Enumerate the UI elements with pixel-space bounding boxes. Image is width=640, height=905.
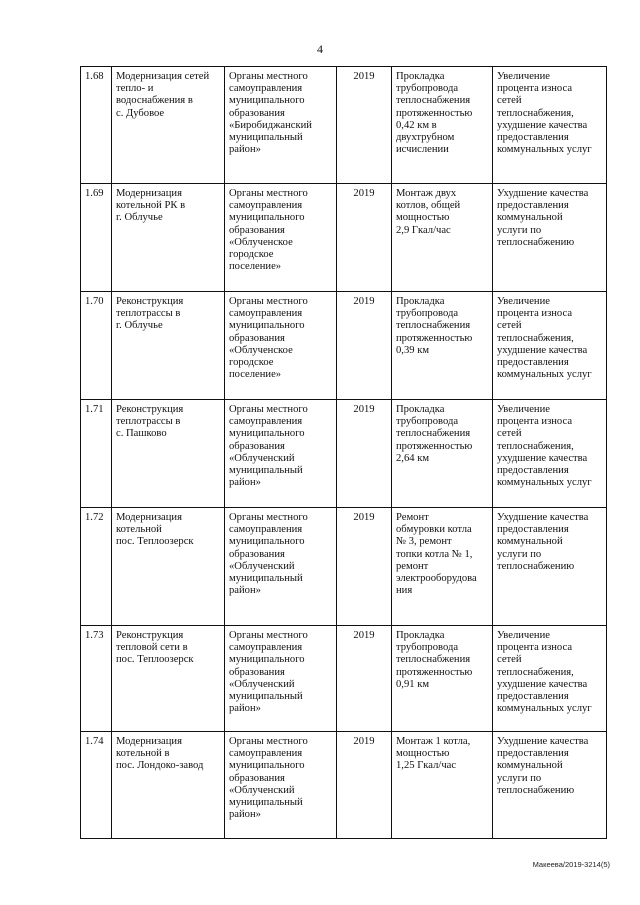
works-description-cell	[392, 508, 493, 626]
works-description: Прокладка трубопровода теплоснабжения протяженностью 2,64 км	[396, 404, 473, 464]
works-description: Монтаж 1 котла, мощностью 1,25 Гкал/час	[396, 736, 471, 772]
measure-name: Модернизация котельной в пос. Лондоко-завод	[116, 736, 204, 772]
responsible-organization: Органы местного самоуправления муниципального образования «Биробиджанский муниципальный район»	[229, 71, 312, 156]
responsible-organization-cell	[225, 67, 337, 184]
works-description-cell	[392, 67, 493, 184]
implementation-year: 2019	[353, 404, 375, 415]
measure-name-cell	[112, 400, 225, 508]
justification-cell	[493, 732, 607, 839]
row-number: 1.71	[85, 404, 104, 415]
implementation-year-cell	[337, 292, 392, 400]
works-description-cell	[392, 292, 493, 400]
measure-name: Реконструкция тепловой сети в пос. Теплоозерск	[116, 630, 194, 666]
measure-name: Модернизация котельной пос. Теплоозерск	[116, 512, 194, 548]
works-description: Ремонт обмуровки котла № 3, ремонт топки котла № 1, ремонт электрооборудова ния	[396, 512, 477, 597]
document-code: Макеева/2019-3214(5)	[532, 860, 610, 869]
measure-name-cell	[112, 184, 225, 292]
works-description: Прокладка трубопровода теплоснабжения протяженностью 0,39 км	[396, 296, 473, 356]
justification: Ухудшение качества предоставления коммунальной услуги по теплоснабжению	[497, 512, 589, 572]
row-number-cell	[81, 626, 112, 732]
implementation-year-cell	[337, 732, 392, 839]
justification-cell	[493, 292, 607, 400]
responsible-organization: Органы местного самоуправления муниципального образования «Облученский муниципальный район»	[229, 512, 308, 597]
works-description-cell	[392, 184, 493, 292]
measures-table	[80, 66, 607, 839]
table-row	[81, 292, 607, 400]
implementation-year-cell	[337, 184, 392, 292]
implementation-year: 2019	[353, 188, 375, 199]
row-number: 1.74	[85, 736, 104, 747]
row-number-cell	[81, 184, 112, 292]
works-description: Прокладка трубопровода теплоснабжения протяженностью 0,42 км в двухтрубном исчислении	[396, 71, 473, 156]
row-number: 1.70	[85, 296, 104, 307]
measure-name: Модернизация сетей тепло- и водоснабжения в с. Дубовое	[116, 71, 210, 119]
works-description: Монтаж двух котлов, общей мощностью 2,9 Гкал/час	[396, 188, 461, 236]
works-description-cell	[392, 626, 493, 732]
justification: Ухудшение качества предоставления коммунальной услуги по теплоснабжению	[497, 736, 589, 796]
justification-cell	[493, 626, 607, 732]
justification: Увеличение процента износа сетей теплоснабжения, ухудшение качества предоставления коммунальных услуг	[497, 630, 592, 715]
responsible-organization-cell	[225, 732, 337, 839]
row-number: 1.69	[85, 188, 104, 199]
row-number: 1.72	[85, 512, 104, 523]
works-description: Прокладка трубопровода теплоснабжения протяженностью 0,91 км	[396, 630, 473, 690]
table-row	[81, 184, 607, 292]
responsible-organization: Органы местного самоуправления муниципального образования «Облученский муниципальный район»	[229, 736, 308, 821]
row-number-cell	[81, 292, 112, 400]
measure-name: Реконструкция теплотрассы в с. Пашково	[116, 404, 184, 440]
measure-name-cell	[112, 626, 225, 732]
responsible-organization-cell	[225, 292, 337, 400]
page-number: 4	[317, 42, 323, 56]
row-number-cell	[81, 732, 112, 839]
works-description-cell	[392, 400, 493, 508]
table-row	[81, 508, 607, 626]
implementation-year-cell	[337, 67, 392, 184]
implementation-year: 2019	[353, 630, 375, 641]
justification-cell	[493, 184, 607, 292]
row-number-cell	[81, 67, 112, 184]
measure-name-cell	[112, 67, 225, 184]
measure-name: Модернизация котельной РК в г. Облучье	[116, 188, 186, 224]
justification: Увеличение процента износа сетей теплоснабжения, ухудшение качества предоставления коммунальных услуг	[497, 404, 592, 489]
responsible-organization: Органы местного самоуправления муниципального образования «Облученское городское поселение»	[229, 188, 308, 273]
implementation-year-cell	[337, 508, 392, 626]
responsible-organization-cell	[225, 508, 337, 626]
row-number: 1.68	[85, 71, 104, 82]
measure-name-cell	[112, 508, 225, 626]
justification-cell	[493, 508, 607, 626]
row-number: 1.73	[85, 630, 104, 641]
table-row	[81, 626, 607, 732]
responsible-organization-cell	[225, 626, 337, 732]
measure-name-cell	[112, 732, 225, 839]
row-number-cell	[81, 508, 112, 626]
justification: Увеличение процента износа сетей теплоснабжения, ухудшение качества предоставления коммунальных услуг	[497, 71, 592, 156]
justification-cell	[493, 400, 607, 508]
implementation-year: 2019	[353, 296, 375, 307]
row-number-cell	[81, 400, 112, 508]
table-row	[81, 400, 607, 508]
implementation-year: 2019	[353, 512, 375, 523]
table-row	[81, 732, 607, 839]
implementation-year: 2019	[353, 71, 375, 82]
measure-name: Реконструкция теплотрассы в г. Облучье	[116, 296, 184, 332]
responsible-organization-cell	[225, 400, 337, 508]
implementation-year-cell	[337, 400, 392, 508]
implementation-year: 2019	[353, 736, 375, 747]
justification: Увеличение процента износа сетей теплоснабжения, ухудшение качества предоставления коммунальных услуг	[497, 296, 592, 381]
responsible-organization: Органы местного самоуправления муниципального образования «Облученский муниципальный район»	[229, 630, 308, 715]
implementation-year-cell	[337, 626, 392, 732]
works-description-cell	[392, 732, 493, 839]
responsible-organization-cell	[225, 184, 337, 292]
justification-cell	[493, 67, 607, 184]
responsible-organization: Органы местного самоуправления муниципального образования «Облученское городское поселение»	[229, 296, 308, 381]
justification: Ухудшение качества предоставления коммунальной услуги по теплоснабжению	[497, 188, 589, 248]
table-row	[81, 67, 607, 184]
responsible-organization: Органы местного самоуправления муниципального образования «Облученский муниципальный район»	[229, 404, 308, 489]
measure-name-cell	[112, 292, 225, 400]
